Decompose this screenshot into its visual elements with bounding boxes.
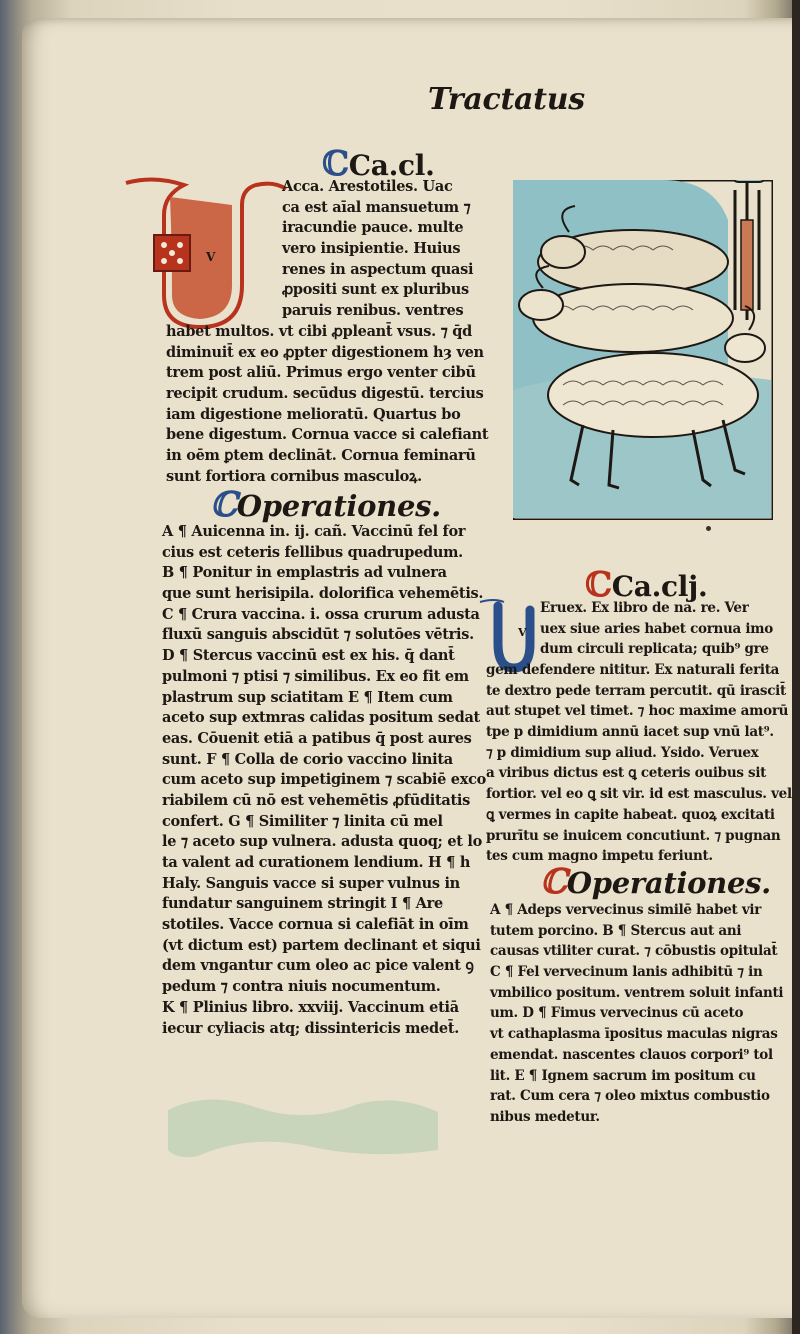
- text-line: cum aceto sup impetiginem ⁊ scabiē exco: [162, 771, 486, 789]
- text-line: le ⁊ aceto sup vulnera. adusta quoq; et lo: [162, 833, 482, 851]
- text-line: rat. Cum cera ⁊ oleo mixtus combustio: [490, 1088, 770, 1105]
- text-line: ⁊ p dimidium sup aliud. Ysido. Veruex: [486, 744, 759, 761]
- text-line: renes in aspectum quasi: [282, 260, 474, 278]
- left-intro-full: [166, 322, 488, 488]
- text-line: Acca. Arestotiles. Uac: [282, 178, 453, 195]
- text-line: gem defendere nititur. Ex naturali ferita: [486, 662, 780, 678]
- right-operations: [490, 900, 783, 1128]
- text-line: vmbilico positum. ventrem soluit infanti: [490, 984, 784, 1001]
- text-line: D ¶ Stercus vaccinū est ex his. q̄ dant̄: [162, 647, 455, 665]
- text-line: nibus medetur.: [490, 1108, 600, 1125]
- text-line: bene digestum. Cornua vacce si calefiant: [166, 426, 489, 444]
- left-intro-indented: [282, 177, 473, 322]
- text-line: fundatur sanguinem stringit I ¶ Are: [162, 895, 443, 913]
- text-line: trem post aliū. Primus ergo venter cibū: [166, 364, 476, 382]
- guide-letter-v: V: [206, 250, 216, 264]
- text-line: aut stupet vel timet. ⁊ hoc maxime amorū: [486, 703, 789, 720]
- right-intro-full: [486, 660, 792, 867]
- text-line: que sunt herisipila. dolorifica vehemētis.: [162, 585, 484, 603]
- text-line: fortior. vel eo ꝗ sit vir. id est masculus. vel: [486, 786, 792, 803]
- text-line: diminuit̄ ex eo ꝓpter digestionem hȝ ven: [166, 343, 484, 361]
- text-line: habet multos. vt cibi ꝓpleant̄ vsus. ⁊ q̄d: [166, 323, 472, 340]
- text-line: recipit crudum. secūdus digestū. tercius: [166, 385, 484, 403]
- text-line: Eruex. Ex libro de na. re. Ver: [540, 600, 749, 616]
- text-line: lit. E ¶ Ignem sacrum im positum cu: [490, 1067, 756, 1084]
- text-line: dem vngantur cum oleo ac pice valent ꝯ: [162, 957, 474, 975]
- text-line: ꝓpositi sunt ex pluribus: [282, 281, 469, 299]
- text-line: prurītu se inuicem concutiunt. ⁊ pugnan: [486, 827, 781, 844]
- text-line: Haly. Sanguis vacce si super vulnus in: [162, 874, 460, 892]
- page-header: Tractatus: [428, 82, 585, 117]
- right-intro-indented: [540, 598, 773, 660]
- text-line: eas. Cōuenit etiā a patibus q̄ post aures: [162, 729, 472, 747]
- text-line: aceto sup extmras calidas positum sedat: [162, 709, 480, 727]
- text-line: sunt. F ¶ Colla de corio vaccino linita: [162, 750, 453, 768]
- text-line: (vt dictum est) partem declinant et siqui: [162, 936, 481, 954]
- text-line: paruis renibus. ventres: [282, 302, 464, 320]
- text-line: tes cum magno impetu feriunt.: [486, 848, 713, 865]
- text-line: ꝗ vermes in capite habeat. quoꝝ excitati: [486, 806, 775, 823]
- text-line: iecur cyliacis atq; dissintericis medet̄.: [162, 1019, 459, 1037]
- woodcut-illustration: [513, 180, 773, 520]
- guide-letter-v: V: [518, 626, 527, 639]
- text-line: ta valent ad curationem lendium. H ¶ h: [162, 854, 471, 871]
- text-line: um. D ¶ Fimus vervecinus cū aceto: [490, 1005, 744, 1022]
- text-line: A ¶ Auicenna in. ij. cañ. Vaccinū fel for: [162, 523, 466, 540]
- text-line: tpe p dimidium annū iacet sup vnū lat⁹.: [486, 724, 774, 741]
- page-edge: [792, 0, 800, 1334]
- text-line: te dextro pede terram percutit. qū irascit̄: [486, 682, 786, 699]
- text-line: a viribus dictus est ꝗ ceteris ouibus sit: [486, 765, 767, 782]
- text-line: pulmoni ⁊ ptisi ⁊ similibus. Ex eo fit em: [162, 667, 469, 685]
- text-line: B ¶ Ponitur in emplastris ad vulnera: [162, 564, 447, 582]
- text-line: fluxū sanguis abscidūt ⁊ solutōes vētris.: [162, 626, 474, 644]
- page-pinhole: [706, 526, 711, 531]
- text-line: uex siue aries habet cornua imo: [540, 620, 773, 637]
- text-line: C ¶ Crura vaccina. i. ossa crurum adusta: [162, 605, 480, 623]
- text-line: cius est ceteris fellibus quadrupedum.: [162, 543, 463, 561]
- text-line: in oēm ꝑtem declināt. Cornua feminarū: [166, 447, 476, 465]
- text-line: pedum ⁊ contra niuis nocumentum.: [162, 978, 441, 996]
- show-through-stain: [168, 1090, 438, 1160]
- left-operations: [162, 522, 486, 1039]
- decorated-initial-v-left: [124, 175, 294, 335]
- text-line: ca est aīal mansuetum ⁊: [282, 198, 471, 216]
- left-chapter-heading: ℂCa.cl.: [322, 144, 435, 184]
- text-line: plastrum sup sciatitam E ¶ Item cum: [162, 688, 453, 706]
- text-line: vt cathaplasma īpositus maculas nigras: [490, 1026, 778, 1043]
- left-section-title: ℂOperationes.: [210, 485, 441, 525]
- right-chapter-heading: ℂCa.clj.: [585, 565, 708, 605]
- text-line: dum circuli replicata; quib⁹ gre: [540, 641, 769, 658]
- text-line: confert. G ¶ Similiter ⁊ linita cū mel: [162, 812, 443, 830]
- text-line: iracundie pauce. multe: [282, 219, 464, 237]
- text-line: tutem porcino. B ¶ Stercus aut ani: [490, 922, 742, 939]
- text-line: vero insipientie. Huius: [282, 240, 461, 258]
- text-line: causas vtiliter curat. ⁊ cōbustis opitulat̄: [490, 943, 778, 960]
- text-line: A ¶ Adeps vervecinus similē habet vir: [490, 902, 762, 918]
- text-line: riabilem cū nō est vehemētis ꝓfūditatis: [162, 791, 470, 809]
- text-line: C ¶ Fel vervecinum lanis adhibitū ⁊ in: [490, 964, 763, 981]
- text-line: stotiles. Vacce cornua si calefiāt in oīm: [162, 916, 469, 934]
- text-line: emendat. nascentes clauos corpori⁹ tol: [490, 1046, 773, 1063]
- text-line: sunt fortiora cornibus masculoꝝ.: [166, 467, 422, 485]
- text-line: K ¶ Plinius libro. xxviij. Vaccinum etiā: [162, 998, 459, 1016]
- text-line: iam digestione melioratū. Quartus bo: [166, 405, 461, 423]
- right-section-title: ℂOperationes.: [540, 862, 771, 902]
